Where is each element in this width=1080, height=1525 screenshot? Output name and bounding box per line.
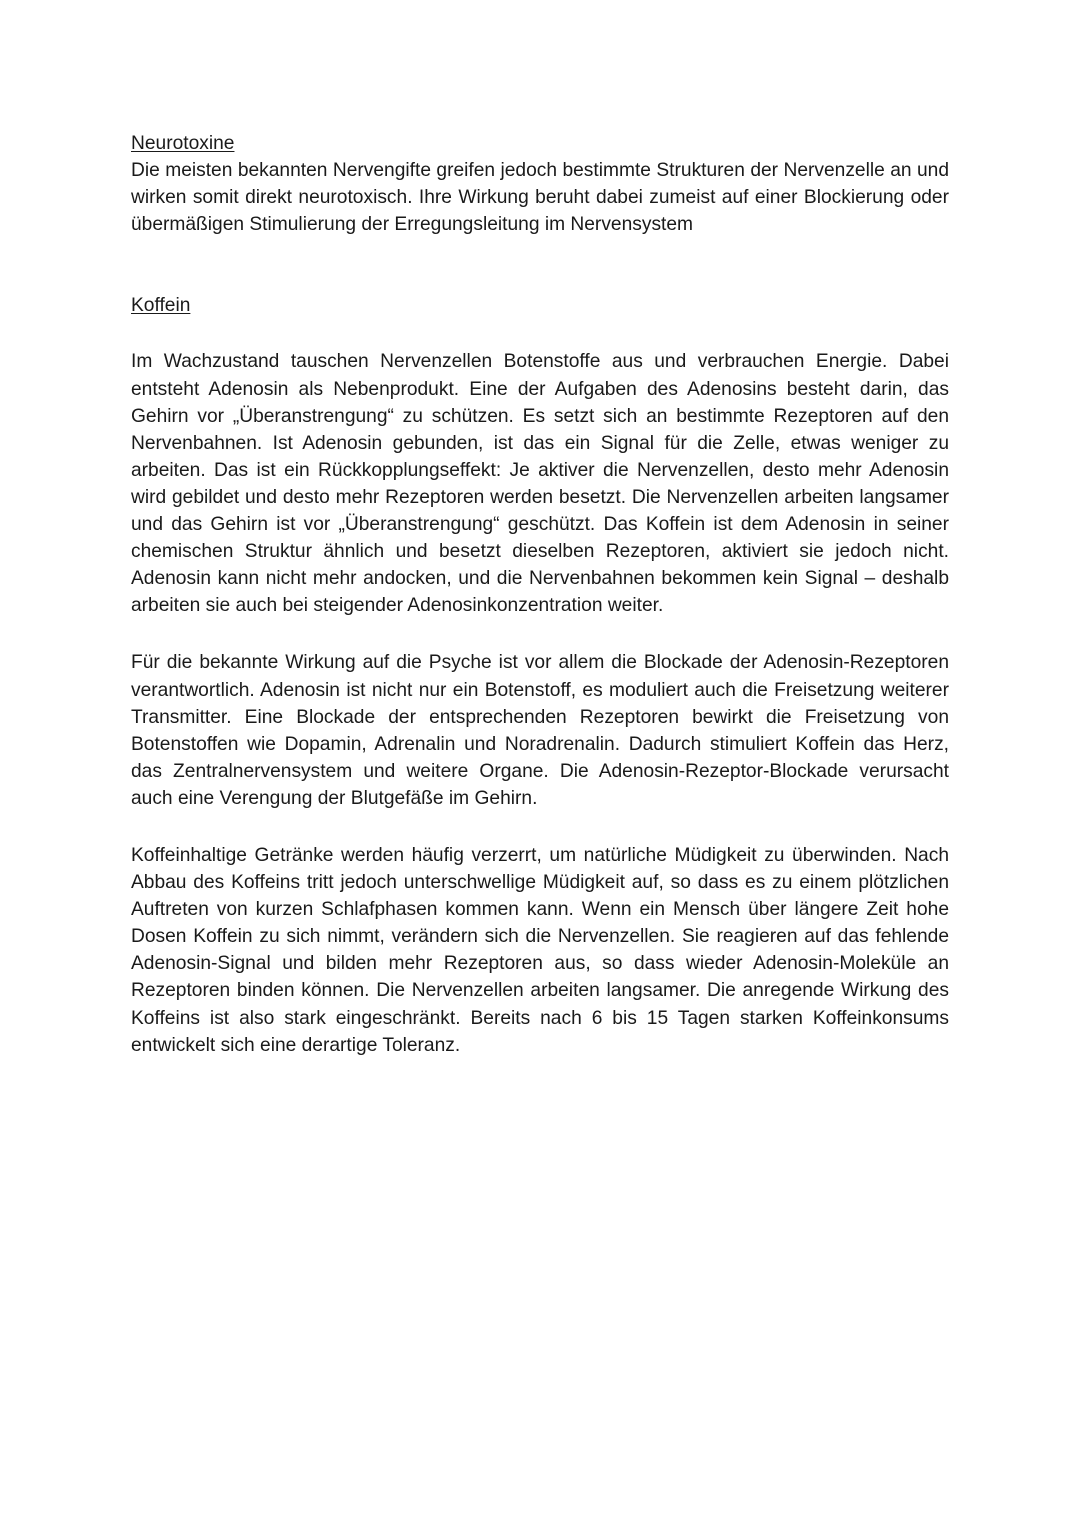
paragraph-spacer [131, 619, 949, 649]
section-heading: Neurotoxine [131, 133, 235, 154]
heading-spacer [131, 319, 949, 348]
paragraph: Im Wachzustand tauschen Nervenzellen Botenstoffe aus und verbrauchen Energie. Dabei entsteht Adenosin als Nebenprodukt. Eine der Aufgaben des Adenosins besteht darin, das Gehirn vor „Überanstrengung“ zu schützen. Es setzt sich an bestimmte Rezeptoren auf den Nervenbahnen. Ist Adenosin gebunden, ist das ein Signal für die Zelle, etwas weniger zu arbeiten. Das ist ein Rückkopplungseffekt: Je aktiver die Nervenzellen, desto mehr Adenosin wird gebildet und desto mehr Rezeptoren werden besetzt. Die Nervenzellen arbeiten langsamer und das Gehirn ist vor „Überanstrengung“ geschützt. Das Koffein ist dem Adenosin in seiner chemischen Struktur ähnlich und besetzt dieselben Rezeptoren, aktiviert sie jedoch nicht. Adenosin kann nicht mehr andocken, und die Nervenbahnen bekommen kein Signal – deshalb arbeiten sie auch bei steigender Adenosinkonzentration weiter. [131, 351, 949, 617]
paragraph: Für die bekannte Wirkung auf die Psyche ist vor allem die Blockade der Adenosin-Rezeptoren verantwortlich. Adenosin ist nicht nur ein Botenstoff, es moduliert auch die Freisetzung weiterer Transmitter. Eine Blockade der entsprechenden Rezeptoren bewirkt die Freisetzung von Botenstoffen wie Dopamin, Adrenalin und Noradrenalin. Dadurch stimuliert Koffein das Herz, das Zentralnervensystem und weitere Organe. Die Adenosin-Rezeptor-Blockade verursacht auch eine Verengung der Blutgefäße im Gehirn. [131, 652, 949, 809]
section-koffein [131, 292, 949, 1058]
paragraph: Koffeinhaltige Getränke werden häufig verzerrt, um natürliche Müdigkeit zu überwinden. Nach Abbau des Koffeins tritt jedoch unterschwellige Müdigkeit auf, so dass es zu einem plötzlichen Auftreten von kurzen Schlafphasen kommen kann. Wenn ein Mensch über längere Zeit hohe Dosen Koffein zu sich nimmt, verändern sich die Nervenzellen. Sie reagieren auf das fehlende Adenosin-Signal und bilden mehr Rezeptoren aus, so dass wieder Adenosin-Moleküle an Rezeptoren binden können. Die Nervenzellen arbeiten langsamer. Die anregende Wirkung des Koffeins ist also stark eingeschränkt. Bereits nach 6 bis 15 Tagen starken Koffeinkonsums entwickelt sich eine derartige Toleranz. [131, 844, 949, 1056]
document-page [131, 130, 949, 1059]
section-heading: Koffein [131, 295, 191, 317]
paragraph-spacer [131, 812, 949, 842]
paragraph: Die meisten bekannten Nervengifte greifen jedoch bestimmte Strukturen der Nervenzelle an und wirken somit direkt neurotoxisch. Ihre Wirkung beruht dabei zumeist auf einer Blockierung oder übermäßigen Stimulierung der Erregungsleitung im Nervensystem [131, 160, 949, 236]
section-spacer [131, 238, 949, 292]
section-neurotoxine [131, 130, 949, 238]
